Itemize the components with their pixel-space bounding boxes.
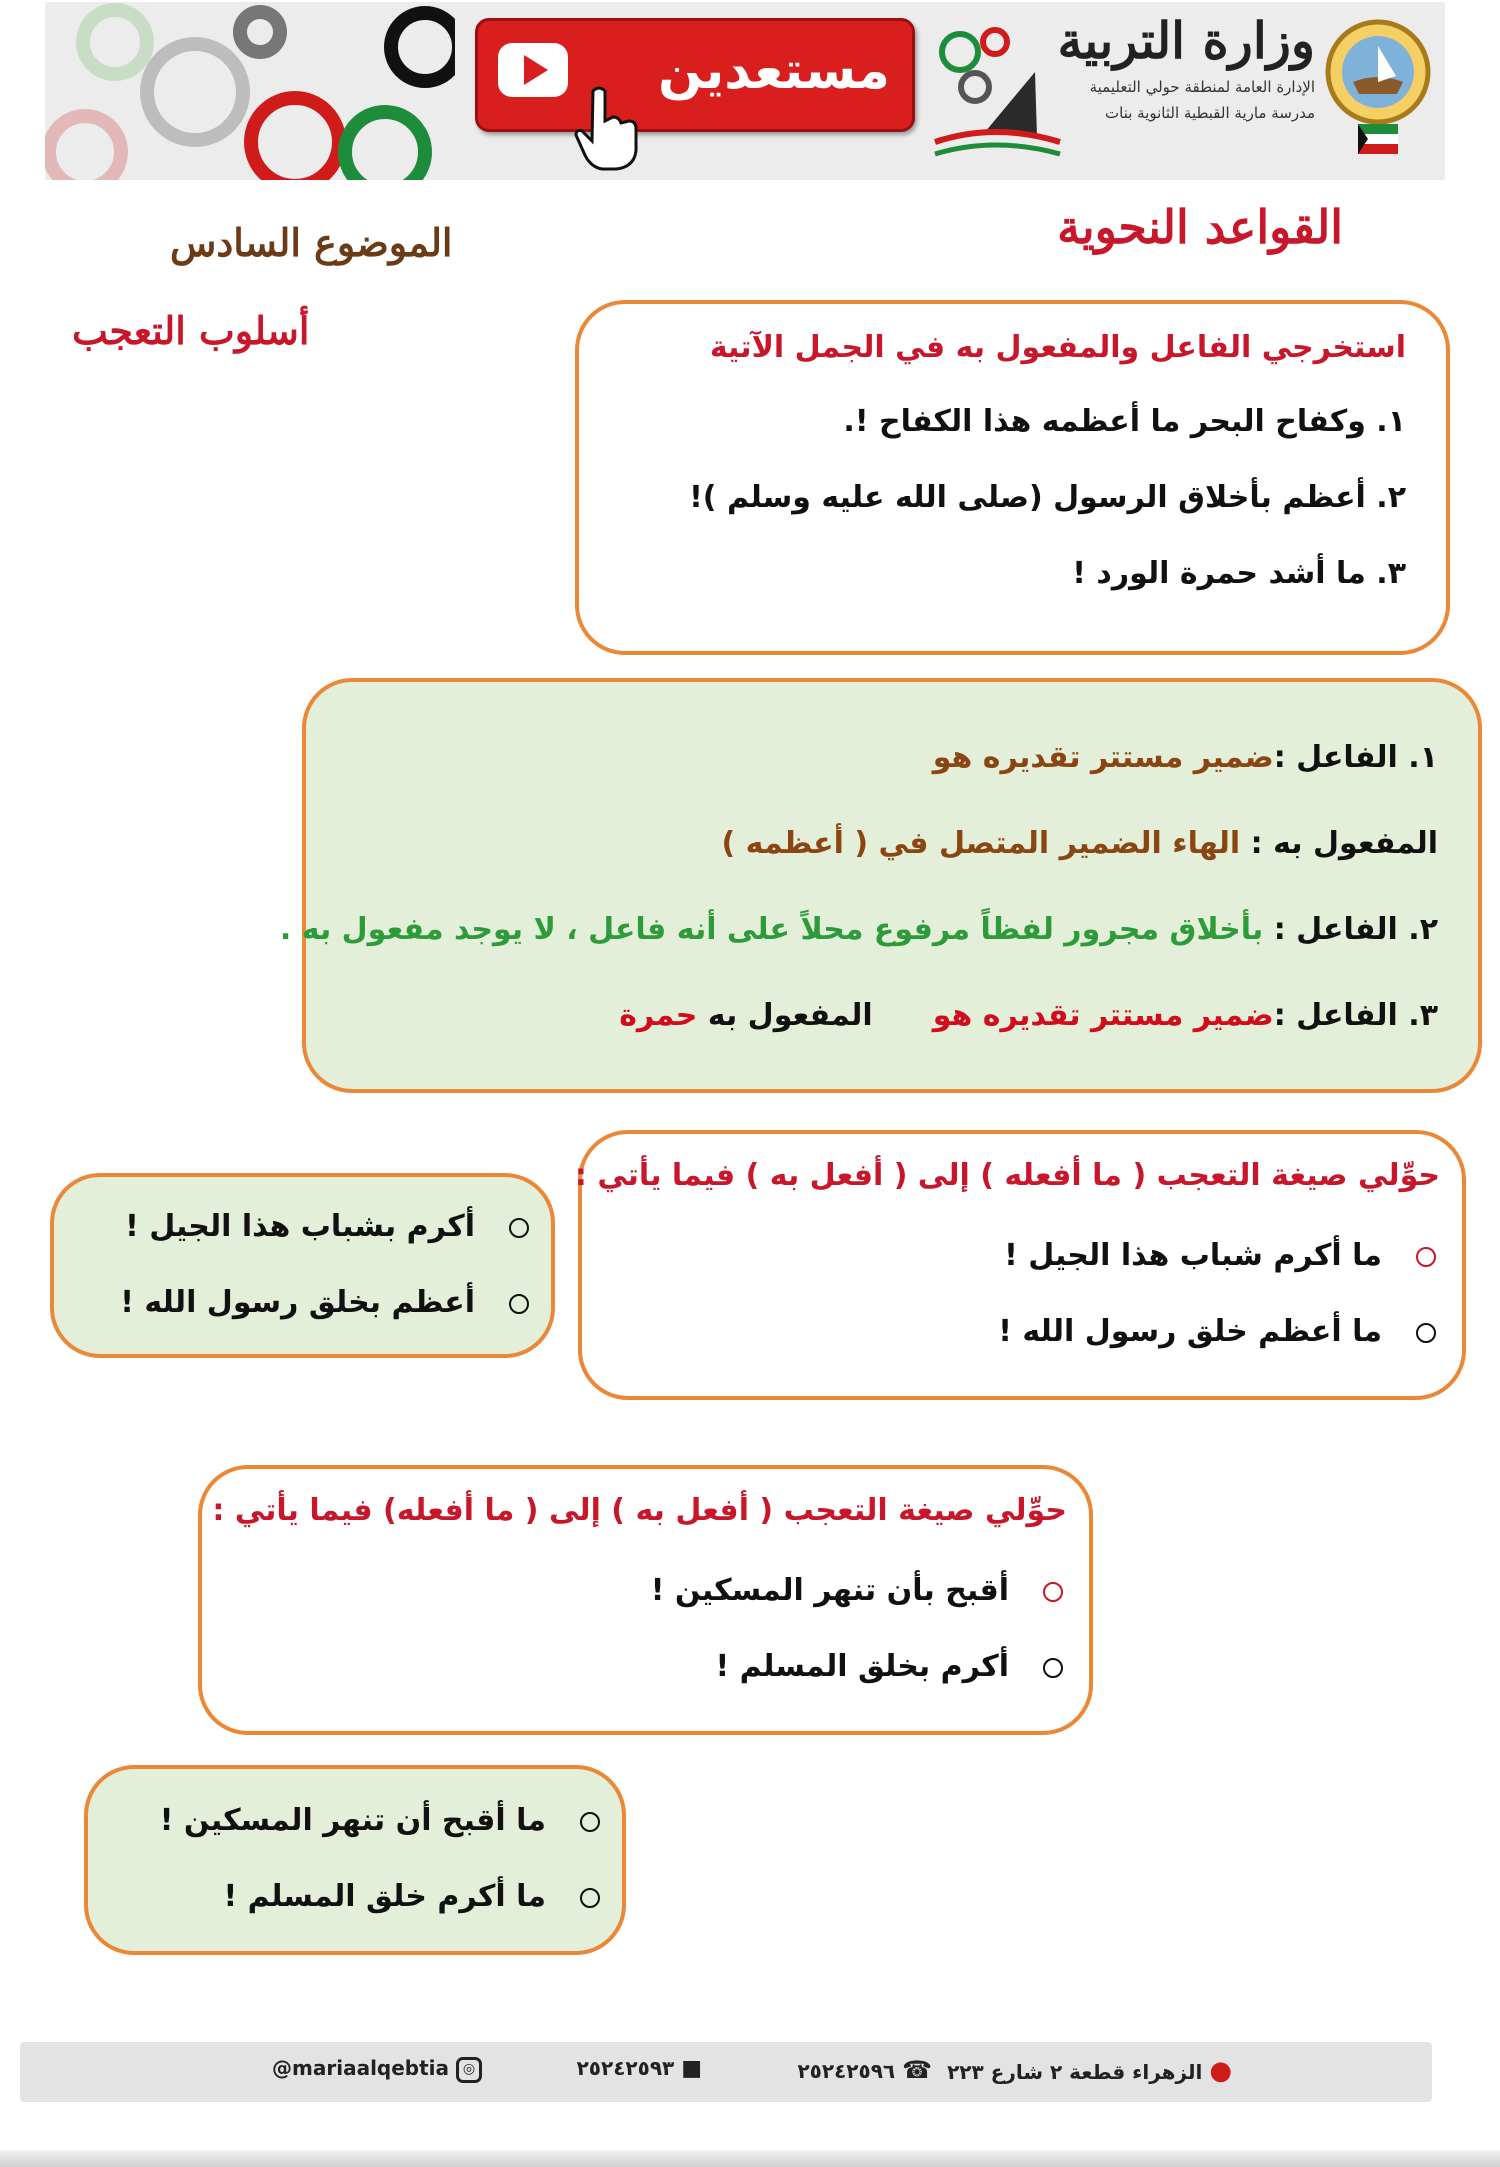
bullet-icon bbox=[509, 1294, 529, 1314]
footer-address: ● الزهراء قطعة ٢ شارع ٢٢٣ bbox=[947, 2056, 1232, 2086]
answer-1-box bbox=[279, 678, 1482, 1093]
bullet-icon bbox=[509, 1218, 529, 1238]
answer-2-box bbox=[50, 1173, 555, 1358]
bullet-icon bbox=[580, 1812, 600, 1832]
ministry-block bbox=[935, 8, 1315, 126]
exercise-2-item-2: ما أعظم خلق رسول الله ! bbox=[998, 1314, 1436, 1349]
youtube-channel-button[interactable] bbox=[475, 18, 915, 132]
exercise-1-item-3: ٣. ما أشد حمرة الورد ! bbox=[1072, 556, 1406, 591]
bullet-icon bbox=[1043, 1582, 1063, 1602]
ministry-directorate: الإدارة العامة لمنطقة حولي التعليمية bbox=[1089, 78, 1315, 96]
answer-1-line-3 bbox=[280, 912, 1438, 947]
exercise-3-item-2: أكرم بخلق المسلم ! bbox=[715, 1649, 1063, 1684]
phone-icon: ☎ bbox=[902, 2056, 932, 2084]
exercise-3-prompt: حوِّلي صيغة التعجب ( أفعل به ) إلى ( ما أفعله) فيما يأتي : bbox=[212, 1493, 1067, 1528]
answer-3-object-value: حمرة bbox=[619, 998, 698, 1033]
footer-phone: ☎ ٢٥٢٤٢٥٩٦ bbox=[797, 2056, 932, 2084]
answer-1-subject-label: ١. الفاعل : bbox=[1273, 740, 1438, 775]
answer-1-line-2 bbox=[721, 826, 1438, 861]
bullet-icon bbox=[1416, 1247, 1436, 1267]
page-title: القواعد النحوية bbox=[1057, 200, 1343, 254]
exercise-1-item-2: ٢. أعظم بأخلاق الرسول (صلى الله عليه وسلم )! bbox=[689, 480, 1406, 515]
answer-1-line-1 bbox=[933, 740, 1438, 775]
location-pin-icon: ● bbox=[1209, 2056, 1232, 2086]
footer-fax: ■ ٢٥٢٤٢٥٩٣ bbox=[576, 2056, 702, 2081]
answer-3-item-1: ما أقبح أن تنهر المسكين ! bbox=[160, 1803, 600, 1838]
channel-name: مستعدين bbox=[657, 41, 890, 101]
exercise-2-box bbox=[574, 1130, 1466, 1400]
exercise-2-item-1: ما أكرم شباب هذا الجيل ! bbox=[1004, 1238, 1436, 1273]
exercise-3-item-1: أقبح بأن تنهر المسكين ! bbox=[651, 1573, 1063, 1608]
exercise-1-box bbox=[575, 300, 1450, 655]
instagram-icon: ◎ bbox=[456, 2057, 482, 2083]
answer-1-object-value: الهاء الضمير المتصل في ( أعظمه ) bbox=[721, 826, 1241, 861]
fax-icon: ■ bbox=[681, 2056, 702, 2081]
exercise-1-prompt: استخرجي الفاعل والمفعول به في الجمل الآتية bbox=[709, 330, 1406, 365]
answer-2-item-2: أعظم بخلق رسول الله ! bbox=[120, 1285, 529, 1320]
answer-2-subject-label: ٢. الفاعل : bbox=[1263, 912, 1438, 947]
answer-1-line-4 bbox=[619, 998, 1438, 1033]
kuwait-emblem-icon bbox=[1323, 12, 1433, 164]
header-banner bbox=[45, 2, 1445, 180]
page-bottom-shadow bbox=[0, 2150, 1500, 2167]
answer-3-box bbox=[84, 1765, 626, 1955]
play-icon bbox=[498, 43, 568, 97]
answer-1-object-label: المفعول به : bbox=[1240, 826, 1438, 861]
ministry-title: وزارة التربية bbox=[1057, 11, 1315, 70]
topic-number: الموضوع السادس bbox=[170, 220, 453, 265]
exercise-3-box bbox=[198, 1465, 1093, 1735]
answer-3-subject-label: ٣. الفاعل : bbox=[1273, 998, 1438, 1033]
answer-2-subject-value: بأخلاق مجرور لفظاً مرفوع محلاً على أنه فاعل ، لا يوجد مفعول به . bbox=[279, 912, 1264, 947]
hand-cursor-icon bbox=[573, 81, 643, 171]
bullet-icon bbox=[1043, 1658, 1063, 1678]
gears-decoration-icon bbox=[45, 2, 455, 180]
answer-2-item-1: أكرم بشباب هذا الجيل ! bbox=[125, 1209, 529, 1244]
answer-3-object-label: المفعول به bbox=[697, 998, 873, 1033]
footer-instagram[interactable]: @mariaalqebtia ◎ bbox=[272, 2056, 482, 2083]
topic-name: أسلوب التعجب bbox=[72, 308, 310, 353]
exercise-2-prompt: حوِّلي صيغة التعجب ( ما أفعله ) إلى ( أفعل به ) فيما يأتي : bbox=[574, 1158, 1440, 1193]
bullet-icon bbox=[1416, 1323, 1436, 1343]
answer-3-item-2: ما أكرم خلق المسلم ! bbox=[223, 1879, 600, 1914]
exercise-1-item-1: ١. وكفاح البحر ما أعظمه هذا الكفاح !. bbox=[843, 404, 1406, 439]
answer-1-subject-value: ضمير مستتر تقديره هو bbox=[932, 740, 1274, 775]
school-name: مدرسة مارية القبطية الثانوية بنات bbox=[1105, 104, 1315, 122]
footer-bar bbox=[20, 2042, 1432, 2102]
answer-3-subject-value: ضمير مستتر تقديره هو bbox=[932, 998, 1274, 1033]
bullet-icon bbox=[580, 1888, 600, 1908]
